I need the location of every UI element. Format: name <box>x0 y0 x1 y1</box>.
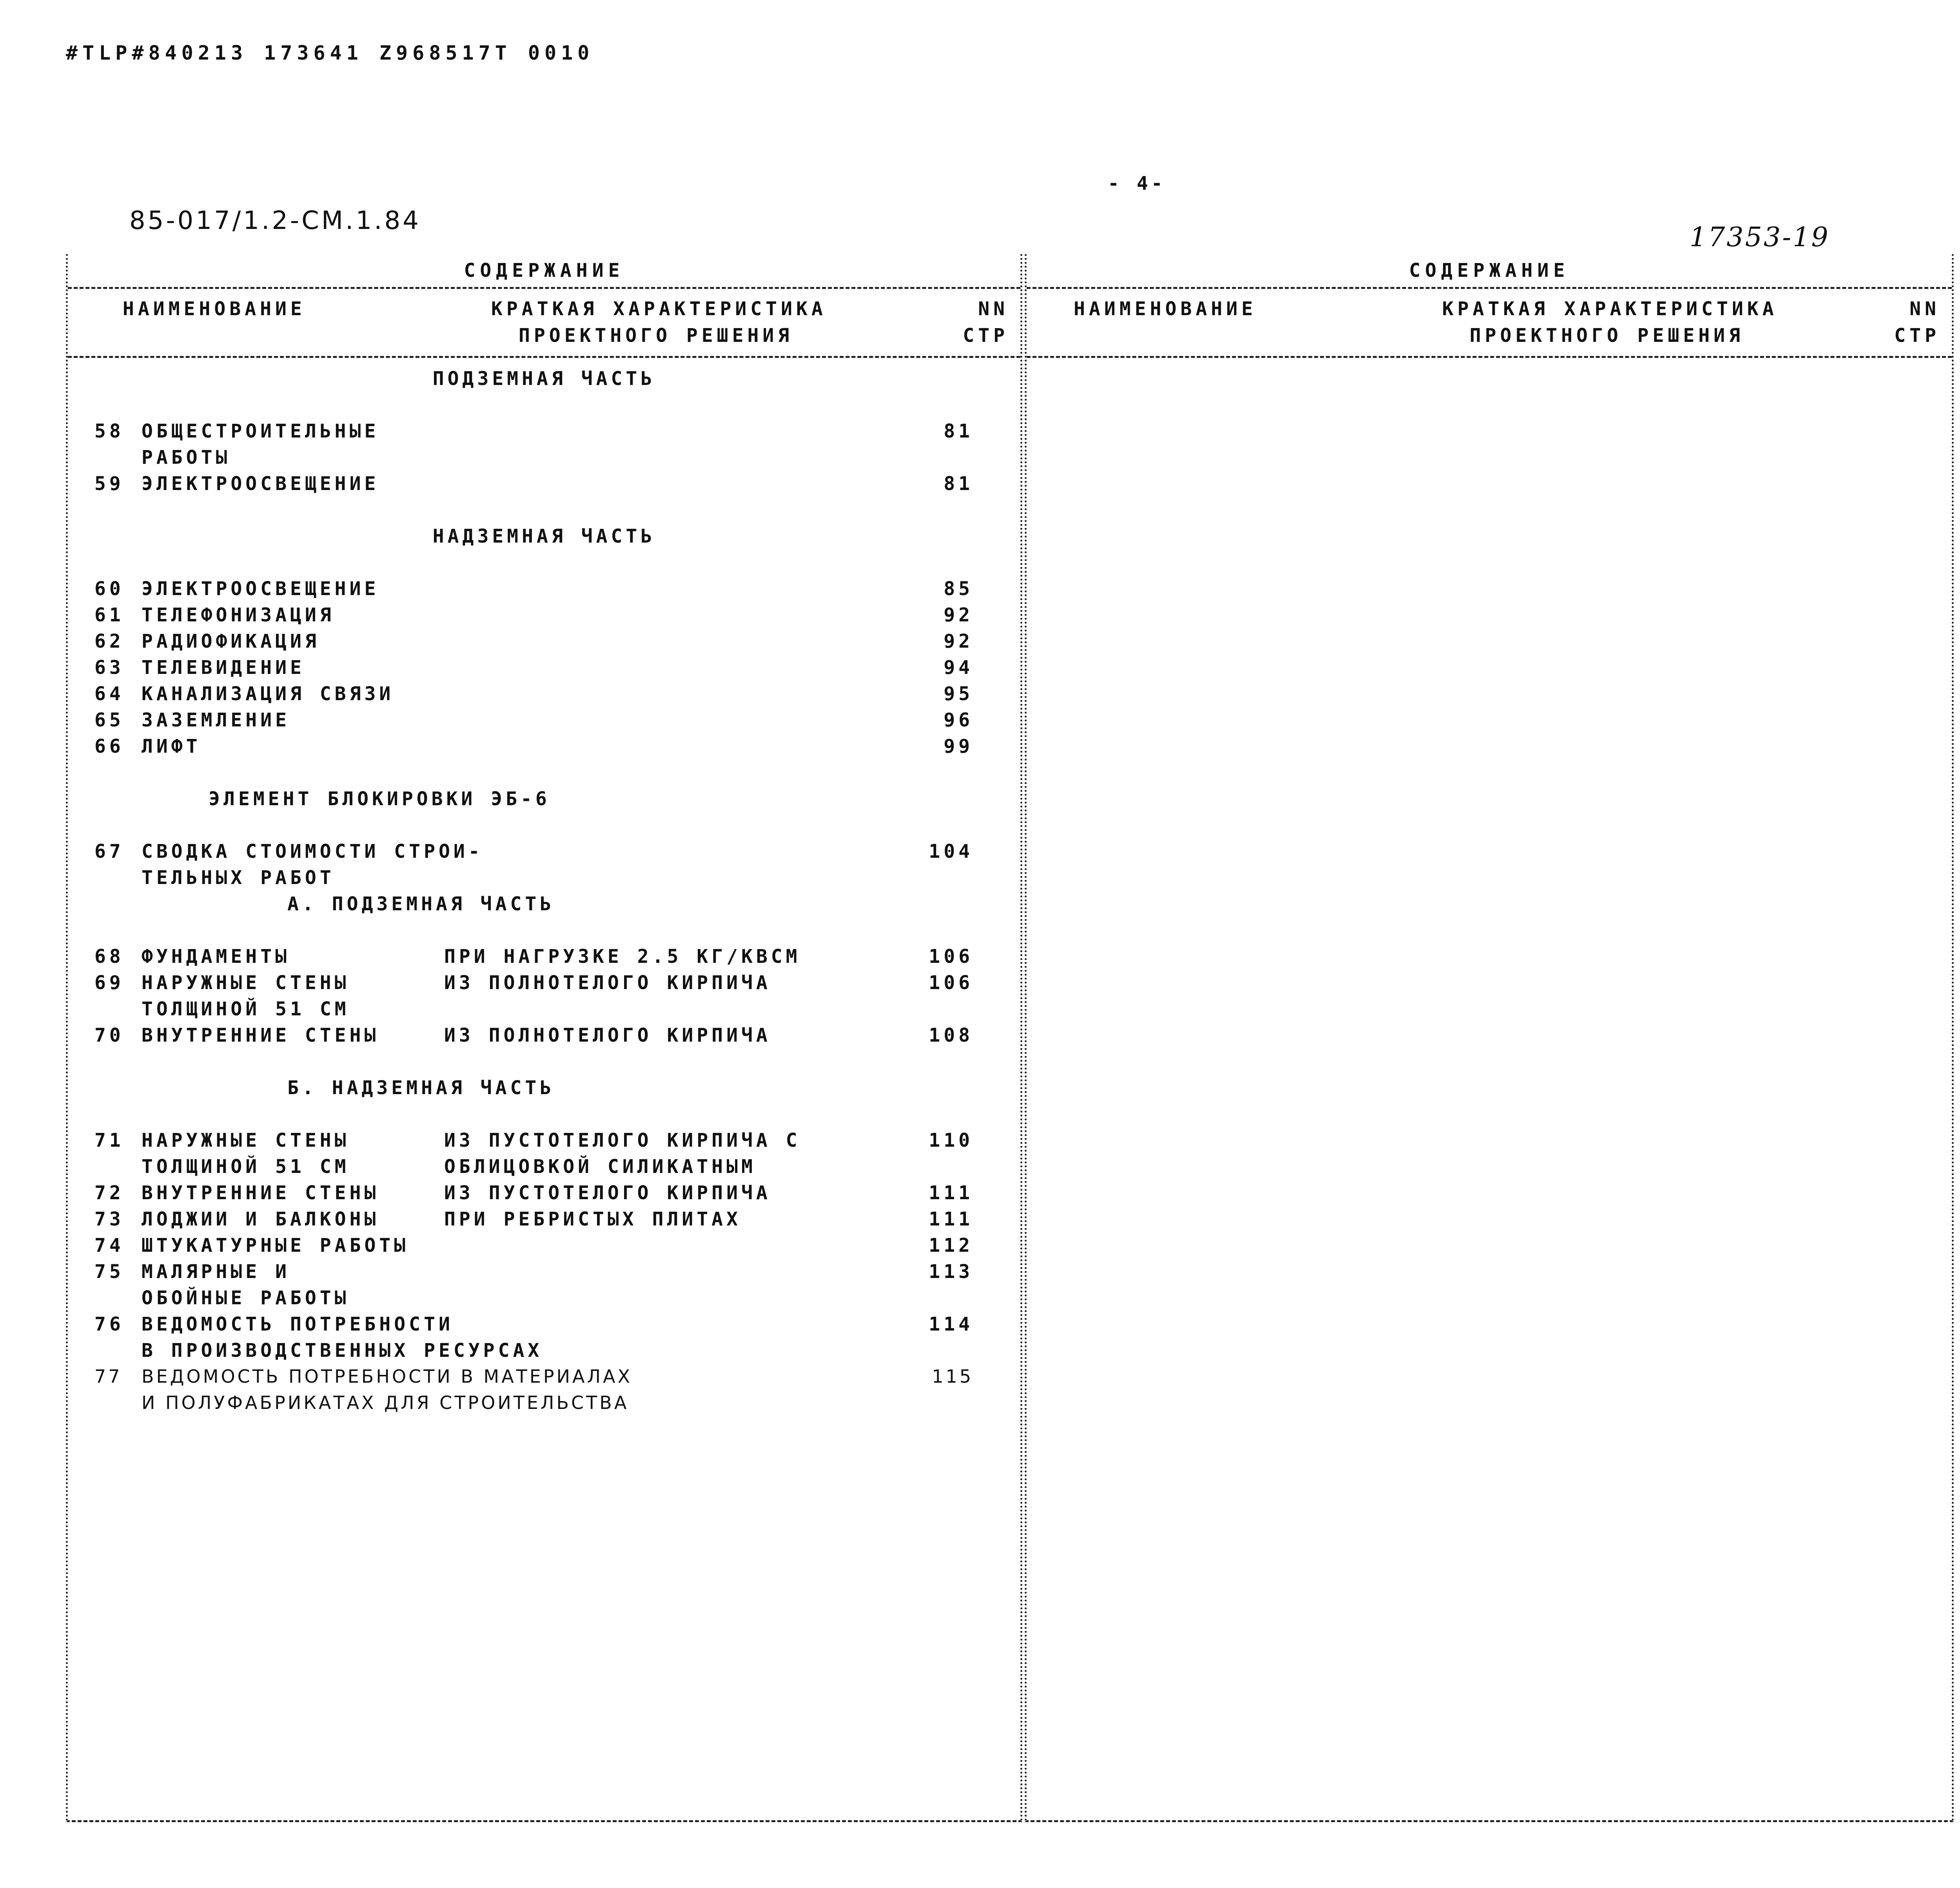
section-heading-text: ЭЛЕМЕНТ БЛОКИРОВКИ ЭБ-6 <box>209 788 550 810</box>
item-page: 92 <box>944 630 973 652</box>
column-header-name: НАИМЕНОВАНИЕ <box>123 298 306 320</box>
item-number: 63 <box>94 657 124 679</box>
item-name: ТЕЛЕВИДЕНИЕ <box>142 657 305 679</box>
contents-item <box>68 604 1020 630</box>
item-number: 60 <box>94 578 124 600</box>
contents-item <box>68 1261 1020 1287</box>
item-page: 111 <box>929 1182 973 1204</box>
column-header-page-line2: СТР <box>1894 325 1940 347</box>
item-page: 106 <box>929 972 973 994</box>
column-header-description-line2: ПРОЕКТНОГО РЕШЕНИЯ <box>1470 325 1744 347</box>
contents-item <box>68 1024 1020 1051</box>
blank-row <box>68 499 1020 525</box>
item-number: 58 <box>94 420 124 442</box>
contents-panel-right <box>1025 254 1954 1822</box>
item-number: 62 <box>94 630 124 652</box>
item-description: ПРИ НАГРУЗКЕ 2.5 КГ/КВСМ <box>444 946 801 968</box>
contents-item-continuation <box>68 1156 1020 1182</box>
item-name: ФУНДАМЕНТЫ <box>142 946 290 968</box>
item-name: ТОЛЩИНОЙ 51 СМ <box>142 1156 350 1178</box>
item-page: 115 <box>932 1366 973 1387</box>
contents-panel-left <box>66 254 1022 1822</box>
item-number: 74 <box>94 1234 124 1256</box>
blank-row <box>68 762 1020 788</box>
item-name: ОБЩЕСТРОИТЕЛЬНЫЕ <box>142 420 379 442</box>
contents-item <box>68 946 1020 972</box>
panel-title: СОДЕРЖАНИЕ <box>1027 254 1952 289</box>
blank-row <box>68 1103 1020 1129</box>
item-name: ЗАЗЕМЛЕНИЕ <box>142 709 290 731</box>
item-name: ВЕДОМОСТЬ ПОТРЕБНОСТИ В МАТЕРИАЛАХ <box>142 1366 633 1387</box>
item-number: 66 <box>94 735 124 757</box>
item-page: 81 <box>944 473 973 495</box>
item-page: 92 <box>944 604 973 626</box>
contents-item <box>68 709 1020 735</box>
item-name: МАЛЯРНЫЕ И <box>142 1261 290 1283</box>
item-page: 81 <box>944 420 973 442</box>
blank-row <box>68 552 1020 578</box>
item-name: ЛИФТ <box>142 735 201 757</box>
item-description: ИЗ ПУСТОТЕЛОГО КИРПИЧА <box>444 1182 771 1204</box>
item-description: ПРИ РЕБРИСТЫХ ПЛИТАХ <box>444 1208 741 1230</box>
section-heading-text: НАДЗЕМНАЯ ЧАСТЬ <box>432 525 656 547</box>
column-header-page-line2: СТР <box>963 325 1009 347</box>
blank-row <box>68 919 1020 946</box>
blank-row <box>68 814 1020 841</box>
document-code: #TLP#840213 173641 Z968517T 0010 <box>66 42 594 64</box>
item-page: 106 <box>929 946 973 968</box>
item-number: 67 <box>94 841 124 862</box>
item-name: НАРУЖНЫЕ СТЕНЫ <box>142 1129 350 1151</box>
contents-item-continuation <box>68 447 1020 473</box>
item-name: В ПРОИЗВОДСТВЕННЫХ РЕСУРСАХ <box>142 1340 543 1362</box>
item-number: 71 <box>94 1129 124 1151</box>
item-page: 104 <box>929 841 973 862</box>
item-name: РАБОТЫ <box>142 447 231 468</box>
contents-item <box>68 1366 1020 1392</box>
item-name: И ПОЛУФАБРИКАТАХ ДЛЯ СТРОИТЕЛЬСТВА <box>142 1392 629 1413</box>
item-number: 70 <box>94 1024 124 1046</box>
item-page: 95 <box>944 683 973 705</box>
contents-item-continuation <box>68 998 1020 1024</box>
item-number: 77 <box>94 1366 122 1387</box>
column-header-page-line1: NN <box>978 298 1009 320</box>
column-header-row <box>1027 290 1952 358</box>
item-name: ШТУКАТУРНЫЕ РАБОТЫ <box>142 1234 409 1256</box>
item-page: 85 <box>944 578 973 600</box>
contents-item-continuation <box>68 1392 1020 1418</box>
contents-item <box>68 683 1020 709</box>
item-page: 96 <box>944 709 973 731</box>
blank-row <box>68 394 1020 420</box>
item-name: ЭЛЕКТРООСВЕЩЕНИЕ <box>142 578 379 600</box>
item-number: 76 <box>94 1313 124 1335</box>
contents-item <box>68 1129 1020 1156</box>
column-header-name: НАИМЕНОВАНИЕ <box>1074 298 1257 320</box>
contents-item <box>68 420 1020 447</box>
item-name: НАРУЖНЫЕ СТЕНЫ <box>142 972 350 994</box>
item-name: ВНУТРЕННИЕ СТЕНЫ <box>142 1024 379 1046</box>
item-name: ТОЛЩИНОЙ 51 СМ <box>142 998 350 1020</box>
item-page: 112 <box>929 1234 973 1256</box>
item-page: 94 <box>944 657 973 679</box>
page-number: - 4- <box>1108 172 1166 194</box>
item-name: ТЕЛЬНЫХ РАБОТ <box>142 867 335 889</box>
section-heading <box>68 788 1020 814</box>
contents-item <box>68 1208 1020 1234</box>
contents-item-continuation <box>68 867 1020 893</box>
column-header-page-line1: NN <box>1909 298 1940 320</box>
item-page: 99 <box>944 735 973 757</box>
contents-item <box>68 972 1020 998</box>
contents-item <box>68 473 1020 499</box>
item-name: СВОДКА СТОИМОСТИ СТРОИ- <box>142 841 483 862</box>
contents-item <box>68 841 1020 867</box>
item-name: ВНУТРЕННИЕ СТЕНЫ <box>142 1182 379 1204</box>
subsection-heading <box>68 1077 1020 1103</box>
section-heading <box>68 368 1020 394</box>
item-description: ИЗ ПОЛНОТЕЛОГО КИРПИЧА <box>444 972 771 994</box>
contents-item <box>68 1234 1020 1261</box>
item-description: ИЗ ПУСТОТЕЛОГО КИРПИЧА С <box>444 1129 801 1151</box>
item-description: ОБЛИЦОВКОЙ СИЛИКАТНЫМ <box>444 1156 756 1178</box>
column-header-row <box>68 290 1020 358</box>
handwritten-inventory-number: 17353-19 <box>1690 222 1830 253</box>
item-page: 110 <box>929 1129 973 1151</box>
blank-row <box>68 1051 1020 1077</box>
item-name: ОБОЙНЫЕ РАБОТЫ <box>142 1287 350 1309</box>
contents-item <box>68 630 1020 657</box>
item-page: 113 <box>929 1261 973 1283</box>
item-number: 59 <box>94 473 124 495</box>
item-name: ВЕДОМОСТЬ ПОТРЕБНОСТИ <box>142 1313 454 1335</box>
item-name: ЭЛЕКТРООСВЕЩЕНИЕ <box>142 473 379 495</box>
subsection-heading-text: Б. НАДЗЕМНАЯ ЧАСТЬ <box>287 1077 555 1099</box>
item-name: ТЕЛЕФОНИЗАЦИЯ <box>142 604 335 626</box>
contents-item-continuation <box>68 1287 1020 1313</box>
contents-item <box>68 657 1020 683</box>
contents-item <box>68 735 1020 762</box>
item-name: ЛОДЖИИ И БАЛКОНЫ <box>142 1208 379 1230</box>
column-header-description-line1: КРАТКАЯ ХАРАКТЕРИСТИКА <box>491 298 827 320</box>
item-name: РАДИОФИКАЦИЯ <box>142 630 320 652</box>
item-number: 72 <box>94 1182 124 1204</box>
item-number: 69 <box>94 972 124 994</box>
contents-rows <box>68 368 1020 1418</box>
item-name: КАНАЛИЗАЦИЯ СВЯЗИ <box>142 683 394 705</box>
item-description: ИЗ ПОЛНОТЕЛОГО КИРПИЧА <box>444 1024 771 1046</box>
column-header-description-line2: ПРОЕКТНОГО РЕШЕНИЯ <box>519 325 793 347</box>
item-page: 114 <box>929 1313 973 1335</box>
contents-item-continuation <box>68 1340 1020 1366</box>
item-number: 61 <box>94 604 124 626</box>
panel-title: СОДЕРЖАНИЕ <box>68 254 1020 289</box>
item-page: 108 <box>929 1024 973 1046</box>
contents-item <box>68 1313 1020 1340</box>
section-heading <box>68 525 1020 552</box>
section-heading-text: ПОДЗЕМНАЯ ЧАСТЬ <box>432 368 656 390</box>
item-number: 73 <box>94 1208 124 1230</box>
contents-item <box>68 578 1020 604</box>
subsection-heading-text: А. ПОДЗЕМНАЯ ЧАСТЬ <box>287 893 555 915</box>
column-header-description-line1: КРАТКАЯ ХАРАКТЕРИСТИКА <box>1442 298 1778 320</box>
item-number: 65 <box>94 709 124 731</box>
contents-item <box>68 1182 1020 1208</box>
series-code: 85-017/1.2-CM.1.84 <box>129 206 421 235</box>
item-number: 68 <box>94 946 124 968</box>
item-number: 75 <box>94 1261 124 1283</box>
item-number: 64 <box>94 683 124 705</box>
subsection-heading <box>68 893 1020 919</box>
item-page: 111 <box>929 1208 973 1230</box>
